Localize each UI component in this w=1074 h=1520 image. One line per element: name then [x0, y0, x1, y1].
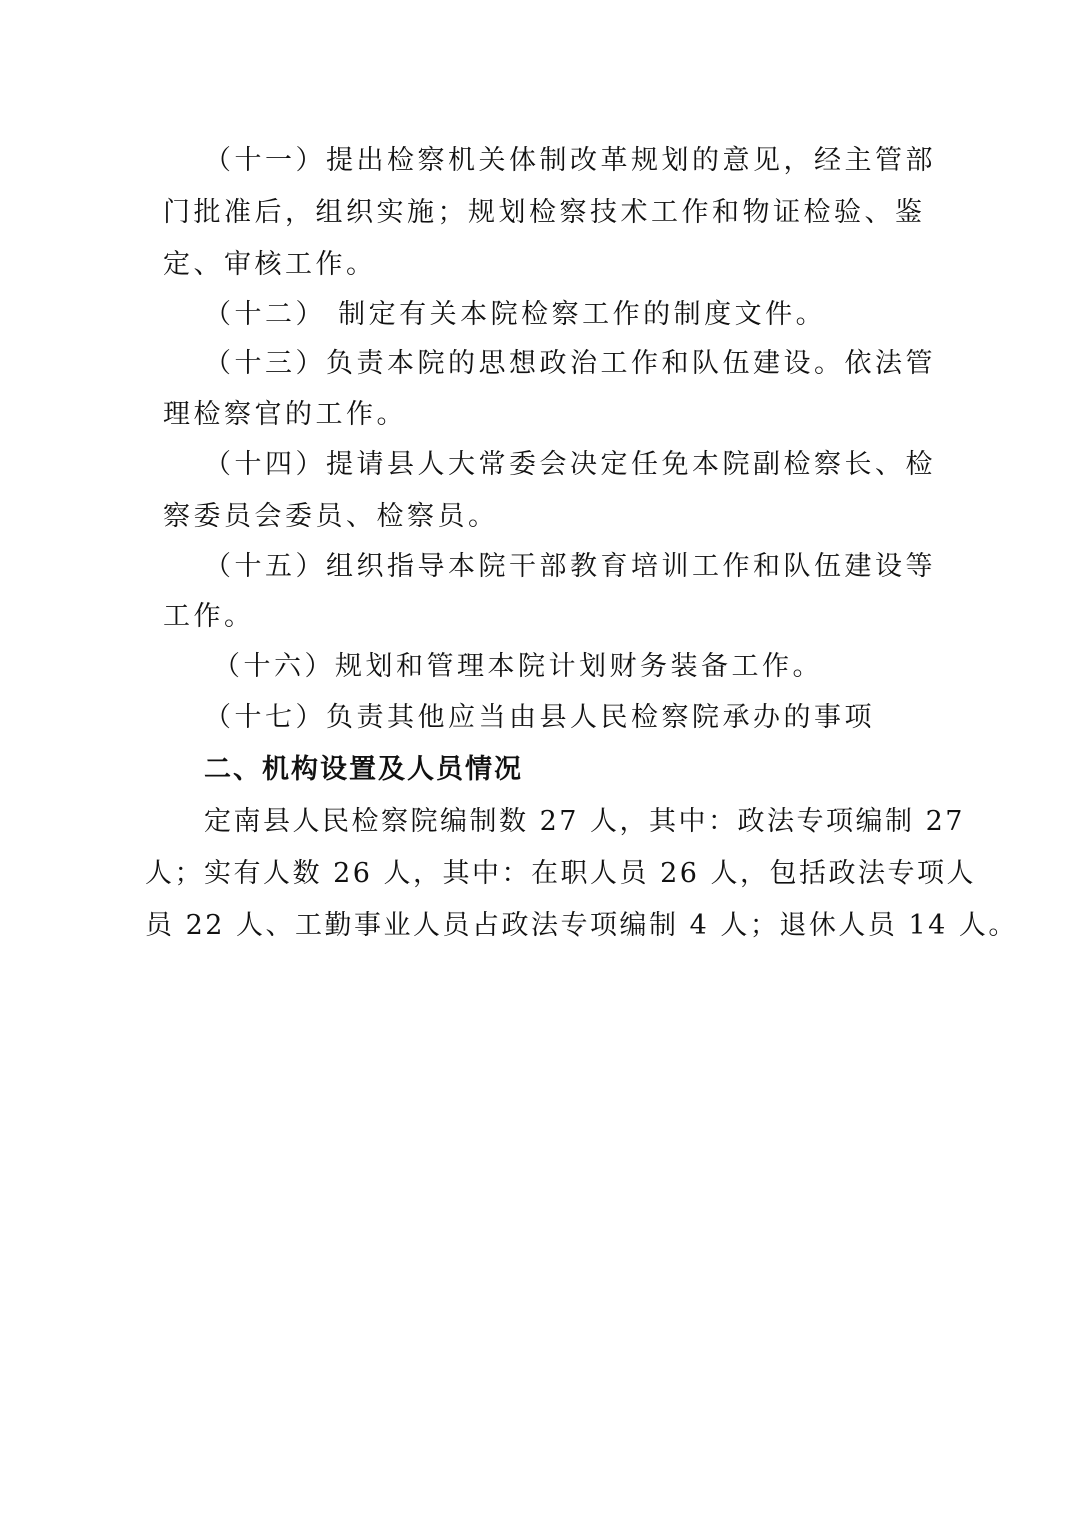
paragraph-line: 定南县人民检察院编制数 27 人，其中：政法专项编制 27 — [204, 806, 965, 837]
paragraph-line: 理检察官的工作。 — [163, 399, 407, 430]
paragraph-line: 工作。 — [163, 601, 255, 632]
section-heading: 二、机构设置及人员情况 — [204, 754, 523, 785]
paragraph-line: 察委员会委员、检察员。 — [163, 501, 499, 532]
paragraph-line: （十五）组织指导本院干部教育培训工作和队伍建设等 — [204, 551, 936, 582]
paragraph-line: （十四）提请县人大常委会决定任免本院副检察长、检 — [204, 449, 936, 480]
paragraph-line: （十六）规划和管理本院计划财务装备工作。 — [213, 651, 823, 682]
paragraph-line: 定、审核工作。 — [163, 249, 377, 280]
paragraph-line: 门批准后，组织实施；规划检察技术工作和物证检验、鉴 — [163, 197, 926, 228]
paragraph-line: （十三）负责本院的思想政治工作和队伍建设。依法管 — [204, 348, 936, 379]
paragraph-line: （十一）提出检察机关体制改革规划的意见，经主管部 — [204, 145, 936, 176]
paragraph-line: 员 22 人、工勤事业人员占政法专项编制 4 人；退休人员 14 人。 — [145, 910, 1018, 941]
paragraph-line: （十七）负责其他应当由县人民检察院承办的事项 — [204, 702, 875, 733]
paragraph-line: 人；实有人数 26 人，其中：在职人员 26 人，包括政法专项人 — [145, 858, 977, 889]
paragraph-line: （十二） 制定有关本院检察工作的制度文件。 — [204, 299, 827, 330]
